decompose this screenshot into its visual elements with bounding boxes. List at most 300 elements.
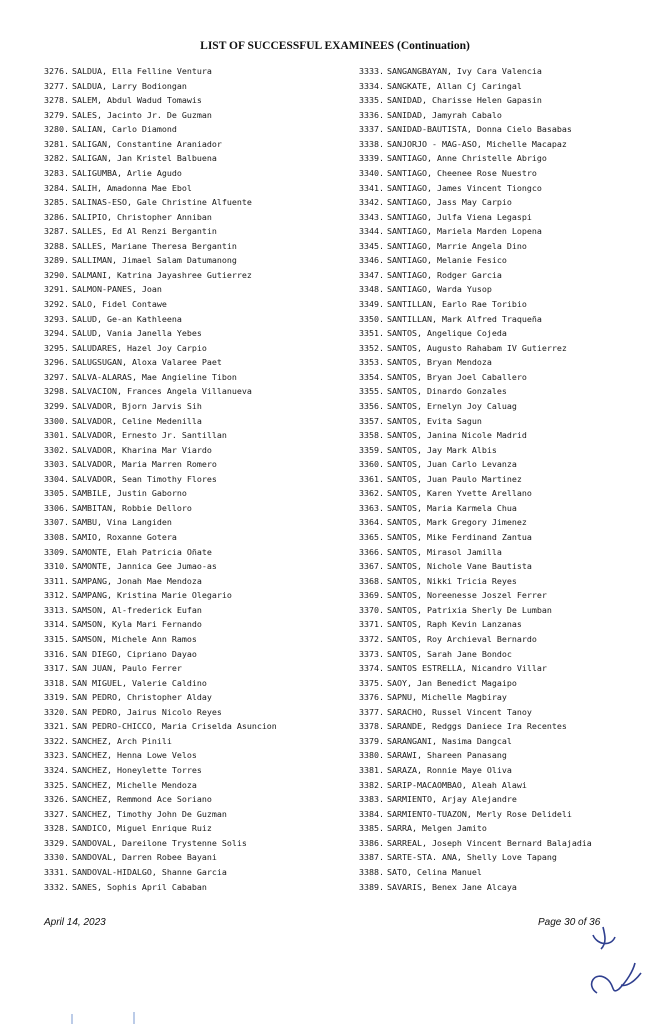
list-item [44,312,344,327]
examinee-number: 3358. [359,430,384,441]
examinee-number: 3350. [359,313,384,324]
list-item [44,850,344,865]
examinee-name: SANTIAGO, Jass May Carpio [387,197,512,208]
list-item [44,515,344,530]
list-item [359,850,659,865]
examinee-number: 3329. [44,837,69,848]
list-item [44,181,344,196]
list-item [44,282,344,297]
list-item [359,748,659,763]
examinee-name: SANIDAD, Jamyrah Cabalo [387,109,502,120]
margin-mark [70,1012,150,1024]
examinee-name: SAN MIGUEL, Valerie Caldino [72,677,207,688]
examinee-number: 3360. [359,459,384,470]
list-item [359,603,659,618]
list-item [44,79,344,94]
examinee-number: 3366. [359,546,384,557]
examinee-number: 3379. [359,735,384,746]
examinee-number: 3331. [44,866,69,877]
list-item [359,312,659,327]
list-item [359,79,659,94]
list-item [44,880,344,895]
examinee-number: 3298. [44,386,69,397]
examinee-name: SANTOS, Noreenesse Joszel Ferrer [387,590,547,601]
examinee-name: SALVADOR, Celine Medenilla [72,415,202,426]
examinee-number: 3363. [359,502,384,513]
list-item [359,821,659,836]
list-item [44,151,344,166]
examinee-number: 3310. [44,561,69,572]
list-item [359,399,659,414]
examinee-name: SANIDAD, Charisse Helen Gapasin [387,95,542,106]
list-item [359,210,659,225]
examinee-number: 3371. [359,619,384,630]
list-item [44,210,344,225]
examinee-number: 3278. [44,95,69,106]
examinee-number: 3293. [44,313,69,324]
examinee-number: 3301. [44,430,69,441]
examinee-number: 3369. [359,590,384,601]
footer-date: April 14, 2023 [44,917,106,928]
examinee-name: SANDICO, Miguel Enrique Ruiz [72,823,212,834]
list-item [44,603,344,618]
examinee-name: SANTIAGO, Julfa Viena Legaspi [387,211,532,222]
examinee-name: SANTIAGO, Melanie Fesico [387,255,507,266]
examinee-name: SANTIAGO, Mariela Marden Lopena [387,226,542,237]
examinee-name: SARREAL, Joseph Vincent Bernard Balajadia [387,837,592,848]
list-item [359,559,659,574]
list-item [44,428,344,443]
examinee-number: 3308. [44,532,69,542]
list-item [359,734,659,749]
examinee-name: SALIH, Amadonna Mae Ebol [72,182,192,193]
examinee-name: SANTOS, Jay Mark Albis [387,444,497,455]
examinee-number: 3386. [359,837,384,848]
list-item [359,632,659,647]
list-item [359,195,659,210]
list-item [44,821,344,836]
list-item [44,341,344,356]
examinee-name: SALO, Fidel Contawe [72,299,167,309]
examinee-name: SANTIAGO, James Vincent Tiongco [387,182,542,193]
list-item [359,472,659,487]
examinee-name: SANTOS, Nichole Vane Bautista [387,561,532,572]
examinee-number: 3282. [44,153,69,164]
list-item [44,443,344,458]
examinee-name: SAMPANG, Kristina Marie Olegario [72,590,232,601]
examinee-name: SALIGUMBA, Arlie Agudo [72,167,182,178]
list-item [44,676,344,691]
examinee-number: 3315. [44,633,69,644]
list-item [44,239,344,254]
list-item [44,559,344,574]
list-item [359,355,659,370]
examinee-number: 3341. [359,182,384,193]
list-item [44,748,344,763]
examinee-name: SANTOS, Nikki Tricia Reyes [387,575,517,586]
examinee-name: SANTIAGO, Cheenee Rose Nuestro [387,167,537,178]
examinee-number: 3361. [359,473,384,484]
examinee-number: 3351. [359,328,384,339]
examinee-name: SANIDAD-BAUTISTA, Donna Cielo Basabas [387,124,572,135]
list-item [359,617,659,632]
examinee-number: 3304. [44,473,69,484]
list-item [44,355,344,370]
examinee-name: SALIPIO, Christopher Anniban [72,211,212,222]
examinee-name: SANTOS, Bryan Mendoza [387,357,492,368]
examinee-number: 3318. [44,677,69,688]
list-item [44,778,344,793]
examinee-number: 3364. [359,517,384,528]
examinee-number: 3327. [44,808,69,819]
examinee-number: 3287. [44,226,69,237]
examinee-number: 3383. [359,794,384,805]
examinee-name: SALUGSUGAN, Aloxa Valaree Paet [72,357,222,368]
examinee-name: SAN DIEGO, Cipriano Dayao [72,648,197,659]
examinee-name: SANTOS, Mark Gregory Jimenez [387,517,527,528]
list-item [359,443,659,458]
examinee-name: SANCHEZ, Remmond Ace Soriano [72,794,212,805]
examinee-number: 3326. [44,794,69,805]
examinee-name: SALLES, Mariane Theresa Bergantin [72,240,237,251]
examinee-number: 3312. [44,590,69,601]
list-item [44,647,344,662]
list-item [359,428,659,443]
examinee-number: 3328. [44,823,69,834]
examinee-name: SANTOS, Angelique Cojeda [387,328,507,339]
examinee-number: 3367. [359,561,384,572]
list-item [359,384,659,399]
examinee-name: SANTOS, Roy Archieval Bernardo [387,633,537,644]
examinee-name: SANTOS, Bryan Joel Caballero [387,371,527,382]
examinee-name: SALLES, Ed Al Renzi Bergantin [72,226,217,237]
examinee-number: 3300. [44,415,69,426]
examinee-number: 3323. [44,750,69,761]
examinee-name: SAPNU, Michelle Magbiray [387,692,507,703]
list-item [44,588,344,603]
list-item [359,661,659,676]
list-item [359,253,659,268]
list-item [359,836,659,851]
examinee-name: SANCHEZ, Arch Pinili [72,735,172,746]
examinee-name: SALIAN, Carlo Diamond [72,124,177,135]
examinee-name: SANTOS, Janina Nicole Madrid [387,430,527,441]
examinee-number: 3311. [44,575,69,586]
examinee-name: SANDOVAL, Darren Robee Bayani [72,852,217,863]
examinee-number: 3345. [359,240,384,251]
examinee-name: SALUD, Vania Janella Yebes [72,328,202,339]
examinee-name: SALVADOR, Maria Marren Romero [72,459,217,470]
list-item [44,253,344,268]
examinee-number: 3343. [359,211,384,222]
examinee-name: SARRA, Melgen Jamito [387,823,487,834]
examinee-number: 3374. [359,663,384,674]
examinee-name: SATO, Celina Manuel [387,866,482,877]
examinee-number: 3342. [359,197,384,208]
examinee-number: 3336. [359,109,384,120]
examinee-number: 3303. [44,459,69,470]
list-item [359,807,659,822]
examinee-name: SAN PEDRO-CHICCO, Maria Criselda Asuncion [72,721,277,732]
examinee-number: 3387. [359,852,384,863]
examinee-number: 3335. [359,95,384,106]
examinee-number: 3317. [44,663,69,674]
examinee-name: SALVADOR, Kharina Mar Viardo [72,444,212,455]
examinee-name: SALVADOR, Sean Timothy Flores [72,473,217,484]
list-item [359,676,659,691]
examinee-number: 3356. [359,400,384,411]
examinee-number: 3320. [44,706,69,717]
examinee-number: 3337. [359,124,384,135]
examinee-name: SAMSON, Michele Ann Ramos [72,633,197,644]
list-item [359,108,659,123]
examinee-number: 3324. [44,765,69,775]
list-item [359,778,659,793]
examinee-number: 3306. [44,502,69,513]
examinee-number: 3285. [44,197,69,208]
examinee-name: SARAWI, Shareen Panasang [387,750,507,761]
examinee-number: 3277. [44,80,69,91]
examinee-name: SALDUA, Ella Felline Ventura [72,66,212,76]
examinee-number: 3353. [359,357,384,368]
list-item [359,341,659,356]
examinee-number: 3372. [359,633,384,644]
list-item [359,93,659,108]
examinee-name: SANDOVAL, Dareilone Trystenne Solis [72,837,247,848]
examinee-number: 3389. [359,881,384,892]
list-item [359,64,659,79]
examinee-name: SALUD, Ge-an Kathleena [72,313,182,324]
examinee-number: 3281. [44,138,69,149]
list-item [44,64,344,79]
examinee-name: SANTOS, Augusto Rahabam IV Gutierrez [387,342,567,353]
list-item [44,574,344,589]
examinee-name: SAMBU, Vina Langiden [72,517,172,528]
list-item [44,268,344,283]
page-title: LIST OF SUCCESSFUL EXAMINEES (Continuation) [200,40,470,52]
list-item [359,792,659,807]
examinee-number: 3346. [359,255,384,266]
examinee-number: 3288. [44,240,69,251]
examinee-number: 3348. [359,284,384,295]
examinee-number: 3352. [359,342,384,353]
examinee-name: SARAZA, Ronnie Maye Oliva [387,765,512,775]
examinee-number: 3349. [359,299,384,309]
list-item [359,457,659,472]
examinee-name: SAOY, Jan Benedict Magaipo [387,677,517,688]
list-item [359,865,659,880]
list-item [359,224,659,239]
examinee-name: SAN PEDRO, Christopher Alday [72,692,212,703]
examinee-number: 3365. [359,532,384,542]
examinee-number: 3332. [44,881,69,892]
list-item [359,297,659,312]
list-item [44,734,344,749]
examinee-number: 3375. [359,677,384,688]
footer-page-number: Page 30 of 36 [538,917,601,928]
examinee-number: 3295. [44,342,69,353]
examinee-name: SALUDARES, Hazel Joy Carpio [72,342,207,353]
examinee-name: SARANGANI, Nasima Dangcal [387,735,512,746]
examinee-name: SARACHO, Russel Vincent Tanoy [387,706,532,717]
examinee-number: 3382. [359,779,384,790]
list-item [359,122,659,137]
examinee-name: SAMSON, Kyla Mari Fernando [72,619,202,630]
examinee-name: SANTILLAN, Earlo Rae Toribio [387,299,527,309]
list-item [44,472,344,487]
examinee-name: SAMPANG, Jonah Mae Mendoza [72,575,202,586]
examinee-name: SALIGAN, Constantine Araniador [72,138,222,149]
examinee-name: SALIGAN, Jan Kristel Balbuena [72,153,217,164]
list-item [359,530,659,545]
examinee-number: 3305. [44,488,69,499]
examinee-number: 3338. [359,138,384,149]
examinee-number: 3362. [359,488,384,499]
examinee-name: SANES, Sophis April Cababan [72,881,207,892]
examinee-number: 3359. [359,444,384,455]
list-item [44,792,344,807]
list-item [359,501,659,516]
examinee-name: SARIP-MACAOMBAO, Aleah Alawi [387,779,527,790]
examinee-name: SAMONTE, Elah Patricia Oñate [72,546,212,557]
examinee-name: SANTIAGO, Anne Christelle Abrigo [387,153,547,164]
examinee-name: SANTOS, Patrixia Sherly De Lumban [387,604,552,615]
examinee-name: SANTOS, Juan Paulo Martinez [387,473,522,484]
list-item [44,137,344,152]
examinee-number: 3385. [359,823,384,834]
examinee-name: SANTOS, Mike Ferdinand Zantua [387,532,532,542]
examinee-name: SALINAS-ESO, Gale Christine Alfuente [72,197,252,208]
examinee-name: SANTIAGO, Rodger Garcia [387,269,502,280]
examinee-name: SANCHEZ, Honeylette Torres [72,765,202,775]
list-item [359,705,659,720]
examinee-name: SANTOS, Maria Karmela Chua [387,502,517,513]
list-item [44,836,344,851]
list-item [44,865,344,880]
list-item [359,719,659,734]
examinee-name: SARTE-STA. ANA, Shelly Love Tapang [387,852,557,863]
examinee-name: SANTIAGO, Warda Yusop [387,284,492,295]
examinee-number: 3321. [44,721,69,732]
examinee-name: SANTOS, Juan Carlo Levanza [387,459,517,470]
examinee-number: 3292. [44,299,69,309]
examinee-name: SALVACION, Frances Angela Villanueva [72,386,252,397]
examinee-number: 3290. [44,269,69,280]
examinee-number: 3376. [359,692,384,703]
list-item [44,661,344,676]
examinee-list-left [44,64,344,894]
examinee-number: 3354. [359,371,384,382]
list-item [359,166,659,181]
examinee-number: 3291. [44,284,69,295]
list-item [44,122,344,137]
examinee-number: 3307. [44,517,69,528]
examinee-number: 3286. [44,211,69,222]
list-item [359,647,659,662]
examinee-number: 3370. [359,604,384,615]
examinee-name: SALLIMAN, Jimael Salam Datumanong [72,255,237,266]
examinee-name: SANCHEZ, Timothy John De Guzman [72,808,227,819]
list-item [44,530,344,545]
examinee-name: SAMONTE, Jannica Gee Jumao-as [72,561,217,572]
examinee-number: 3340. [359,167,384,178]
examinee-name: SANDOVAL-HIDALGO, Shanne Garcia [72,866,227,877]
examinee-number: 3357. [359,415,384,426]
list-item [44,326,344,341]
examinee-number: 3297. [44,371,69,382]
list-item [359,181,659,196]
examinee-number: 3283. [44,167,69,178]
list-item [359,690,659,705]
list-item [44,370,344,385]
examinee-name: SANGANGBAYAN, Ivy Cara Valencia [387,66,542,76]
examinee-name: SANTOS, Dinardo Gonzales [387,386,507,397]
examinee-name: SANTOS, Evita Sagun [387,415,482,426]
examinee-name: SANTIAGO, Marrie Angela Dino [387,240,527,251]
examinee-name: SALMANI, Katrina Jayashree Gutierrez [72,269,252,280]
examinee-number: 3377. [359,706,384,717]
examinee-number: 3319. [44,692,69,703]
examinee-number: 3355. [359,386,384,397]
list-item [44,545,344,560]
examinee-number: 3322. [44,735,69,746]
examinee-number: 3313. [44,604,69,615]
list-item [44,719,344,734]
list-item [359,515,659,530]
examinee-number: 3302. [44,444,69,455]
examinee-name: SAMIO, Roxanne Gotera [72,532,177,542]
list-item [359,763,659,778]
examinee-number: 3289. [44,255,69,266]
examinee-number: 3388. [359,866,384,877]
examinee-number: 3284. [44,182,69,193]
examinee-number: 3279. [44,109,69,120]
examinee-name: SANTILLAN, Mark Alfred Traqueña [387,313,542,324]
list-item [44,501,344,516]
examinee-name: SALVADOR, Bjorn Jarvis Sih [72,400,202,411]
examinee-name: SALDUA, Larry Bodiongan [72,80,187,91]
list-item [44,195,344,210]
examinee-name: SAMSON, Al-frederick Eufan [72,604,202,615]
examinee-name: SANTOS, Ernelyn Joy Caluag [387,400,517,411]
examinee-number: 3280. [44,124,69,135]
list-item [44,457,344,472]
list-item [44,617,344,632]
list-item [359,370,659,385]
examinee-name: SAMBITAN, Robbie Delloro [72,502,192,513]
list-item [359,545,659,560]
examinee-number: 3378. [359,721,384,732]
list-item [44,486,344,501]
examinee-name: SALES, Jacinto Jr. De Guzman [72,109,212,120]
list-item [359,880,659,895]
list-item [44,297,344,312]
examinee-number: 3325. [44,779,69,790]
list-item [44,384,344,399]
list-item [359,282,659,297]
list-item [44,224,344,239]
examinee-name: SANJORJO - MAG-ASO, Michelle Macapaz [387,138,567,149]
list-item [359,151,659,166]
list-item [359,137,659,152]
examinee-name: SANTOS, Raph Kevin Lanzanas [387,619,522,630]
examinee-number: 3368. [359,575,384,586]
list-item [359,486,659,501]
handwritten-signature [575,915,655,1015]
examinee-number: 3316. [44,648,69,659]
examinee-name: SANCHEZ, Michelle Mendoza [72,779,197,790]
list-item [44,690,344,705]
